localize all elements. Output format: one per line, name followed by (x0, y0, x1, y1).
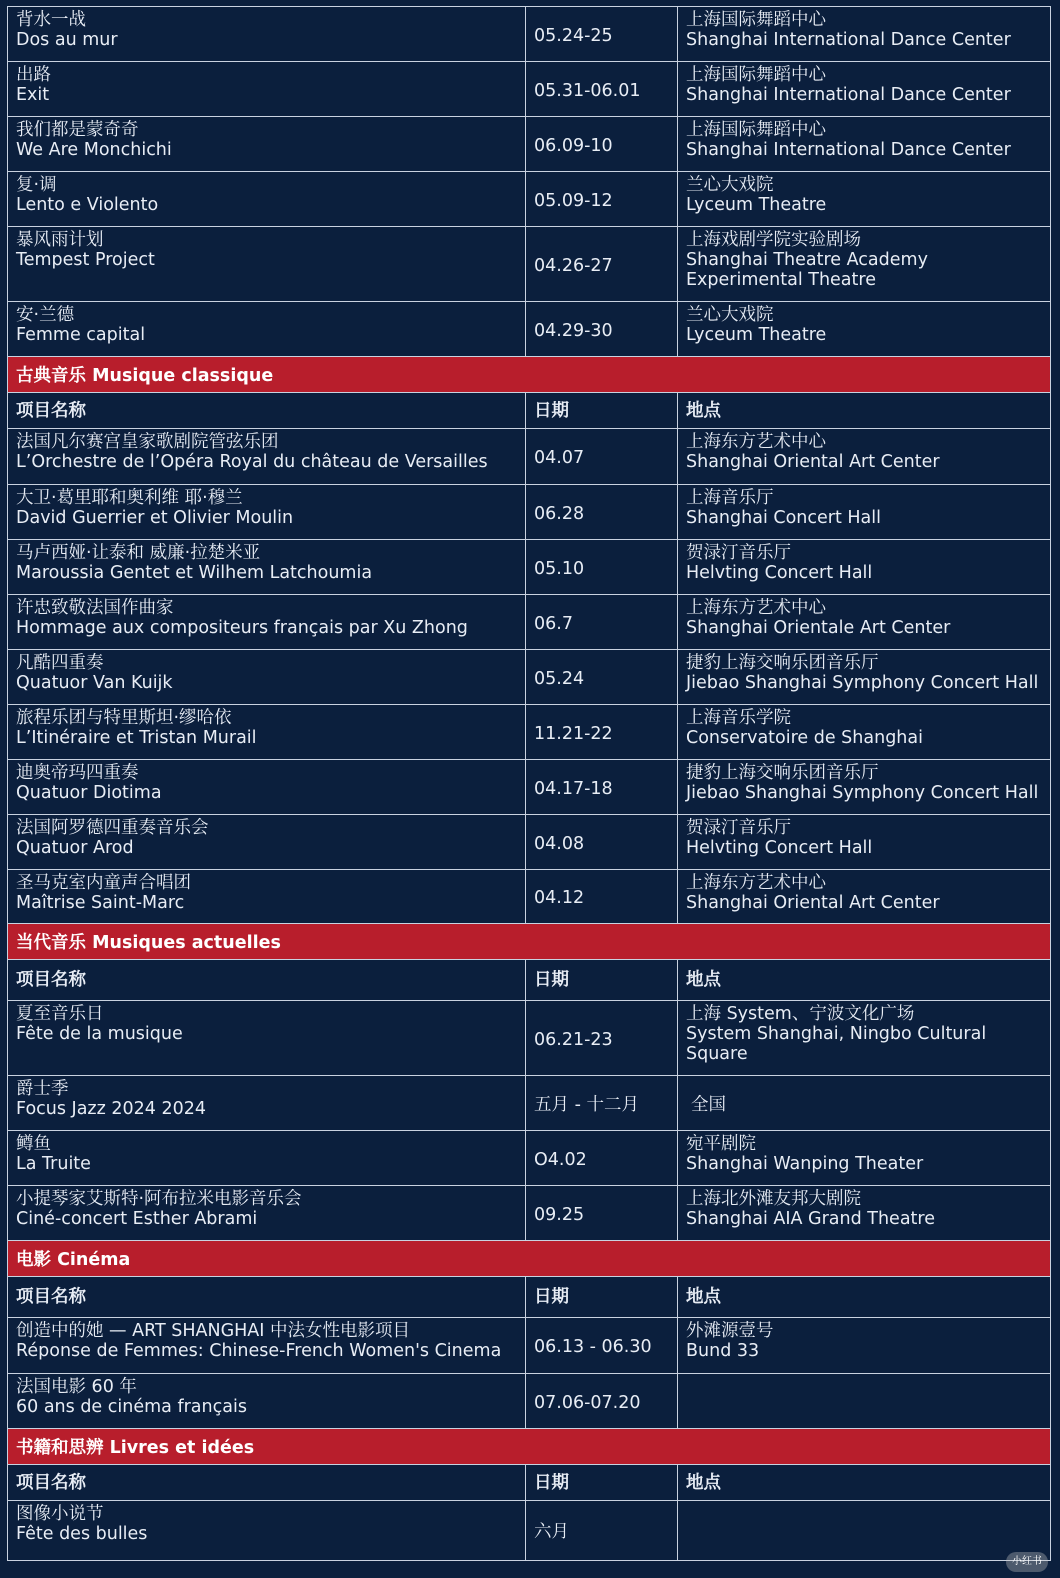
event-date-cell (526, 705, 678, 759)
event-venue-line: Helvting Concert Hall (686, 838, 873, 858)
event-date: 04.26-27 (534, 255, 613, 276)
table-header-row (7, 1277, 1051, 1318)
event-name-cn: 创造中的她 — ART SHANGHAI 中法女性电影项目 (16, 1321, 410, 1341)
event-name-cell (8, 1186, 526, 1240)
event-venue-line: 上海东方艺术中心 (686, 598, 826, 618)
event-date-cell (526, 485, 678, 539)
column-header-date: 日期 (526, 960, 678, 1000)
event-date: 05.10 (534, 558, 585, 579)
event-name-cell (8, 485, 526, 539)
event-date-cell (526, 172, 678, 226)
table-header-row (7, 393, 1051, 429)
event-name-cell (8, 117, 526, 171)
event-name-cell (8, 227, 526, 301)
dance-table (7, 6, 1051, 357)
event-name-cn: 马卢西娅·让泰和 威廉·拉楚米亚 (16, 543, 261, 563)
event-venue-line: Jiebao Shanghai Symphony Concert Hall (686, 673, 1039, 693)
event-name-fr: Dos au mur (16, 30, 118, 50)
event-venue-cell (678, 1186, 1050, 1240)
event-name-cell (8, 1501, 526, 1560)
event-venue-line: 兰心大戏院 (686, 305, 774, 325)
event-venue-cell (678, 1501, 1050, 1560)
event-venue-line: Shanghai AIA Grand Theatre (686, 1209, 935, 1229)
event-name-cn: 法国阿罗德四重奏音乐会 (16, 818, 209, 838)
event-name-fr: Lento e Violento (16, 195, 159, 215)
table-row (7, 227, 1051, 302)
table-row (7, 1318, 1051, 1374)
event-venue-cell (678, 870, 1050, 923)
event-venue-cell (678, 62, 1050, 116)
event-venue-line: 捷豹上海交响乐团音乐厅 (686, 763, 879, 783)
event-name-cn: 法国电影 60 年 (16, 1377, 137, 1397)
event-name-cell (8, 595, 526, 649)
event-date-cell (526, 595, 678, 649)
table-row (7, 485, 1051, 540)
event-date: 五月 - 十二月 (534, 1094, 639, 1115)
table-row (7, 302, 1051, 357)
event-name-fr: Hommage aux compositeurs français par Xu Zhong (16, 618, 468, 638)
column-header-venue: 地点 (686, 1472, 721, 1493)
event-name-fr: Focus Jazz 2024 2024 (16, 1099, 206, 1119)
table-header-row (7, 960, 1051, 1001)
event-venue-cell (678, 760, 1050, 814)
event-venue-line: Bund 33 (686, 1341, 760, 1361)
event-venue-cell (678, 1001, 1050, 1075)
sections (7, 357, 1051, 1561)
event-venue-line: 上海东方艺术中心 (686, 432, 826, 452)
section-title-bar: 古典音乐 Musique classique (7, 357, 1051, 393)
event-date-cell (526, 1001, 678, 1075)
event-name-cell (8, 650, 526, 704)
event-date-cell (526, 1076, 678, 1130)
event-venue-line: 捷豹上海交响乐团音乐厅 (686, 653, 879, 673)
event-date: 07.06-07.20 (534, 1392, 641, 1413)
event-name-cell (8, 815, 526, 869)
event-name-fr: La Truite (16, 1154, 91, 1174)
event-date-cell (526, 870, 678, 923)
table-row (7, 6, 1051, 62)
event-name-cn: 法国凡尔赛宫皇家歌剧院管弦乐团 (16, 432, 279, 452)
event-date-cell (526, 1318, 678, 1373)
event-date: 06.09-10 (534, 135, 613, 156)
event-name-fr: L’Orchestre de l’Opéra Royal du château de Versailles (16, 452, 488, 472)
section-title-bar: 书籍和思辨 Livres et idées (7, 1429, 1051, 1465)
event-name-cell (8, 429, 526, 484)
table-row (7, 705, 1051, 760)
event-name-cell (8, 870, 526, 923)
event-venue-line: 兰心大戏院 (686, 175, 774, 195)
event-date-cell (526, 1501, 678, 1560)
table-row (7, 540, 1051, 595)
table-row (7, 1001, 1051, 1076)
event-venue-line: Shanghai International Dance Center (686, 85, 1011, 105)
event-date-cell (526, 62, 678, 116)
event-name-fr: Réponse de Femmes: Chinese-French Women's Cinema (16, 1341, 502, 1361)
event-venue-line: 外滩源壹号 (686, 1321, 774, 1341)
event-date: 06.7 (534, 613, 573, 634)
event-date: 05.24-25 (534, 25, 613, 46)
event-venue-line: Shanghai International Dance Center (686, 140, 1011, 160)
event-venue-line: 上海音乐厅 (686, 488, 774, 508)
section-title-bar: 电影 Cinéma (7, 1241, 1051, 1277)
section-title-bar: 当代音乐 Musiques actuelles (7, 924, 1051, 960)
event-venue-line: Shanghai Orientale Art Center (686, 618, 951, 638)
event-date-cell (526, 815, 678, 869)
watermark-badge: 小红书 (1006, 1552, 1048, 1572)
event-venue-cell (678, 595, 1050, 649)
event-name-cell (8, 1001, 526, 1075)
event-name-cell (8, 760, 526, 814)
event-name-fr: Fête des bulles (16, 1524, 148, 1544)
event-venue-line: 上海 System、宁波文化广场 (686, 1004, 915, 1024)
event-name-cell (8, 540, 526, 594)
event-date-cell (526, 1374, 678, 1428)
event-venue-cell (678, 429, 1050, 484)
event-name-cn: 复·调 (16, 175, 57, 195)
event-name-fr: Maroussia Gentet et Wilhem Latchoumia (16, 563, 373, 583)
event-venue-cell (678, 1374, 1050, 1428)
event-date: 05.09-12 (534, 190, 613, 211)
event-date: 11.21-22 (534, 723, 613, 744)
event-name-cn: 鳟鱼 (16, 1134, 51, 1154)
table-row (7, 62, 1051, 117)
event-venue-cell (678, 540, 1050, 594)
event-name-cn: 爵士季 (16, 1079, 69, 1099)
event-venue-line: 上海国际舞蹈中心 (686, 10, 826, 30)
event-venue-line: Shanghai Oriental Art Center (686, 893, 940, 913)
event-name-cn: 大卫·葛里耶和奥利维 耶·穆兰 (16, 488, 243, 508)
event-date: 04.07 (534, 448, 585, 468)
event-date-cell (526, 429, 678, 484)
column-header-date: 日期 (526, 1465, 678, 1500)
table-row (7, 815, 1051, 870)
event-date: 04.08 (534, 833, 585, 854)
event-date-cell (526, 1186, 678, 1240)
event-venue-line: 上海东方艺术中心 (686, 873, 826, 893)
event-venue-line: 上海北外滩友邦大剧院 (686, 1189, 861, 1209)
event-venue-line: Shanghai Theatre Academy (686, 250, 928, 270)
event-venue-line: Lyceum Theatre (686, 195, 827, 215)
event-date: 六月 (534, 1522, 569, 1542)
event-date: 05.24 (534, 668, 585, 689)
event-name-fr: Fête de la musique (16, 1024, 183, 1044)
event-name-cn: 暴风雨计划 (16, 230, 104, 250)
column-header-name: 项目名称 (8, 1465, 526, 1500)
column-header-name: 项目名称 (8, 393, 526, 428)
event-schedule-table (7, 6, 1051, 1561)
event-venue-line: 上海戏剧学院实验剧场 (686, 230, 861, 250)
event-name-cell (8, 172, 526, 226)
table-row (7, 870, 1051, 924)
event-name-cell (8, 1318, 526, 1373)
table-row (7, 1131, 1051, 1186)
event-date: 04.29-30 (534, 320, 613, 341)
event-venue-line: Helvting Concert Hall (686, 563, 873, 583)
event-name-fr: We Are Monchichi (16, 140, 172, 160)
table-row (7, 117, 1051, 172)
event-venue-line: System Shanghai, Ningbo Cultural (686, 1024, 987, 1044)
event-venue-line: Shanghai Concert Hall (686, 508, 881, 528)
event-date-cell (526, 7, 678, 61)
event-name-cell (8, 7, 526, 61)
event-date: 09.25 (534, 1204, 585, 1225)
event-name-cn: 安·兰德 (16, 305, 75, 325)
event-venue-line: Shanghai Wanping Theater (686, 1154, 924, 1174)
event-venue-line: Conservatoire de Shanghai (686, 728, 923, 748)
event-name-cell (8, 302, 526, 356)
table-row (7, 1076, 1051, 1131)
table-header-row (7, 1465, 1051, 1501)
event-venue-cell (678, 1318, 1050, 1373)
event-name-fr: L’Itinéraire et Tristan Murail (16, 728, 257, 748)
event-venue-line: 上海音乐学院 (686, 708, 791, 728)
column-header-name: 项目名称 (8, 960, 526, 1000)
event-venue-line: 上海国际舞蹈中心 (686, 65, 826, 85)
event-date: 04.17-18 (534, 778, 613, 799)
event-date: 04.12 (534, 888, 585, 908)
event-name-fr: Maîtrise Saint-Marc (16, 893, 185, 913)
event-venue-cell (678, 485, 1050, 539)
table-row (7, 760, 1051, 815)
event-name-cn: 旅程乐团与特里斯坦·缪哈依 (16, 708, 232, 728)
event-venue-cell (678, 1076, 1050, 1130)
event-venue-cell (678, 705, 1050, 759)
event-venue-cell (678, 650, 1050, 704)
event-date: 06.13 - 06.30 (534, 1337, 652, 1357)
event-date-cell (526, 760, 678, 814)
event-venue-line: Shanghai International Dance Center (686, 30, 1011, 50)
event-venue-line: Shanghai Oriental Art Center (686, 452, 940, 472)
event-name-fr: Femme capital (16, 325, 146, 345)
column-header-date: 日期 (526, 1277, 678, 1317)
column-header-name: 项目名称 (8, 1277, 526, 1317)
table-row (7, 595, 1051, 650)
event-date-cell (526, 302, 678, 356)
event-venue-cell (678, 172, 1050, 226)
event-venue-cell (678, 7, 1050, 61)
event-name-cn: 出路 (16, 65, 51, 85)
event-name-fr: Quatuor Van Kuijk (16, 673, 173, 693)
column-header-venue: 地点 (686, 400, 721, 421)
event-name-cn: 凡酷四重奏 (16, 653, 104, 673)
table-row (7, 1186, 1051, 1241)
event-name-cn: 图像小说节 (16, 1504, 104, 1524)
event-name-fr: Exit (16, 85, 50, 105)
table-row (7, 172, 1051, 227)
event-date: 06.28 (534, 503, 585, 524)
event-name-cn: 许忠致敬法国作曲家 (16, 598, 174, 618)
event-name-cn: 圣马克室内童声合唱团 (16, 873, 191, 893)
event-name-cn: 夏至音乐日 (16, 1004, 104, 1024)
event-date: 05.31-06.01 (534, 80, 641, 101)
event-venue-line: 贺渌汀音乐厅 (686, 818, 791, 838)
event-date-cell (526, 227, 678, 301)
table-row (7, 1501, 1051, 1561)
column-header-date: 日期 (526, 393, 678, 428)
event-date: O4.02 (534, 1149, 587, 1170)
event-venue-cell (678, 302, 1050, 356)
event-name-cell (8, 1374, 526, 1428)
table-row (7, 1374, 1051, 1429)
event-name-fr: Quatuor Diotima (16, 783, 162, 803)
event-venue-line: Square (686, 1044, 748, 1064)
event-venue-line: Lyceum Theatre (686, 325, 827, 345)
event-date-cell (526, 1131, 678, 1185)
event-date: 06.21-23 (534, 1029, 613, 1050)
event-venue-cell (678, 815, 1050, 869)
event-date-cell (526, 117, 678, 171)
event-name-fr: 60 ans de cinéma français (16, 1397, 247, 1417)
event-name-cn: 小提琴家艾斯特·阿布拉米电影音乐会 (16, 1189, 302, 1209)
event-venue-line: Jiebao Shanghai Symphony Concert Hall (686, 783, 1039, 803)
event-date-cell (526, 540, 678, 594)
event-venue-line: 宛平剧院 (686, 1134, 756, 1154)
event-name-cn: 迪奥帝玛四重奏 (16, 763, 139, 783)
event-date-cell (526, 650, 678, 704)
column-header-venue: 地点 (686, 1287, 721, 1307)
event-name-fr: Tempest Project (16, 250, 155, 270)
event-venue-cell (678, 1131, 1050, 1185)
event-name-fr: Quatuor Arod (16, 838, 134, 858)
event-venue-line: 贺渌汀音乐厅 (686, 543, 791, 563)
table-row (7, 429, 1051, 485)
event-venue-line: 全国 (691, 1094, 726, 1115)
event-name-cn: 背水一战 (16, 10, 86, 30)
event-venue-cell (678, 117, 1050, 171)
event-name-cell (8, 705, 526, 759)
table-row (7, 650, 1051, 705)
event-venue-line: 上海国际舞蹈中心 (686, 120, 826, 140)
column-header-venue: 地点 (686, 970, 721, 990)
event-name-cell (8, 1131, 526, 1185)
event-name-cell (8, 1076, 526, 1130)
event-name-cn: 我们都是蒙奇奇 (16, 120, 139, 140)
event-name-fr: David Guerrier et Olivier Moulin (16, 508, 294, 528)
event-name-fr: Ciné-concert Esther Abrami (16, 1209, 258, 1229)
event-name-cell (8, 62, 526, 116)
event-venue-line: Experimental Theatre (686, 270, 876, 290)
event-venue-cell (678, 227, 1050, 301)
